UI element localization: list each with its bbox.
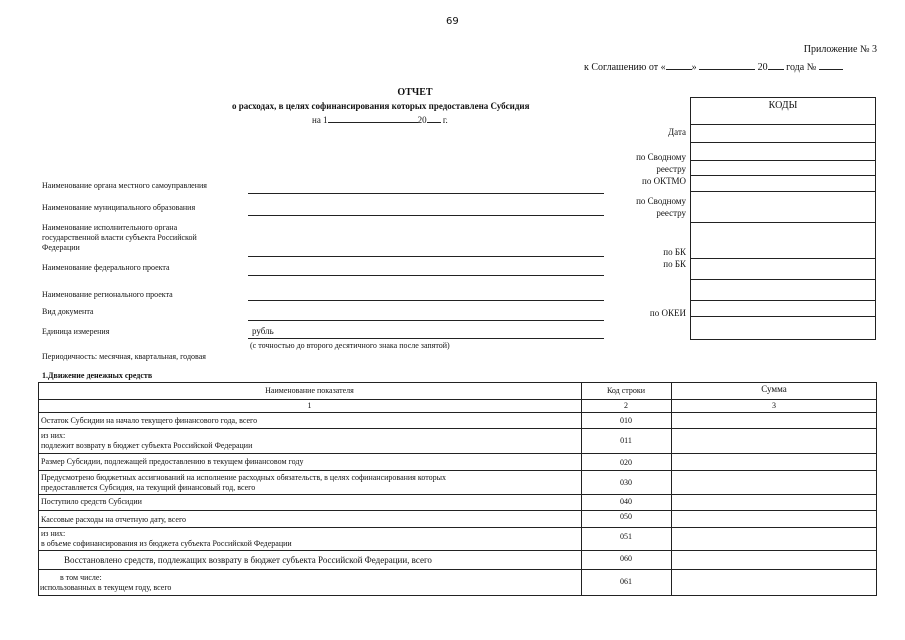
field-exec-body-label-1: Наименование исполнительного органа	[42, 223, 178, 232]
field-unit-label: Единица измерения	[42, 327, 110, 336]
blank-year	[768, 60, 784, 70]
field-doc-type-label: Вид документа	[42, 307, 94, 316]
label-okei: по ОКЕИ	[649, 308, 686, 318]
field-unit-value: рубль	[252, 326, 274, 336]
report-date-suffix: г.	[442, 115, 448, 125]
field-periodicity: Периодичность: месячная, квартальная, годовая	[42, 352, 206, 361]
agreement-suffix: года №	[786, 62, 817, 73]
report-date-prefix: на 1	[312, 115, 328, 125]
agreement-prefix: к Соглашению от «	[584, 62, 666, 73]
row-050-code: 050	[620, 512, 632, 521]
row-030-label-1: Предусмотрено бюджетных ассигнований на исполнение расходных обязательств, в целях софинансирования которых	[41, 473, 447, 482]
field-regional-project-label: Наименование регионального проекта	[42, 290, 173, 299]
codes-header: КОДЫ	[768, 100, 798, 111]
report-title: ОТЧЕТ	[397, 87, 433, 98]
row-061-label-1: в том числе:	[60, 573, 102, 582]
header-name: Наименование показателя	[265, 386, 354, 395]
report-date-line	[312, 113, 448, 126]
header-num-3: 3	[772, 401, 776, 410]
label-oktmo: по ОКТМО	[642, 176, 686, 186]
report-date-year: 20	[417, 115, 427, 125]
row-040-code: 040	[620, 497, 632, 506]
header-num-2: 2	[624, 401, 628, 410]
blank-report-year	[427, 113, 441, 123]
field-local-gov-label: Наименование органа местного самоуправления	[42, 181, 207, 190]
header-code: Код строки	[606, 386, 646, 395]
label-bk-2: по БК	[663, 259, 686, 269]
row-061-label-2: использованных в текущем году, всего	[40, 583, 172, 592]
appendix-title: Приложение № 3	[803, 44, 877, 55]
field-exec-body-label-3: Федерации	[42, 243, 80, 252]
agreement-year: 20	[757, 62, 768, 73]
row-011-label-1: из них:	[41, 431, 66, 440]
row-010-label: Остаток Субсидии на начало текущего финансового года, всего	[41, 416, 258, 425]
row-030-code: 030	[620, 478, 632, 487]
label-reestr-1: реестру	[656, 164, 686, 174]
row-020-code: 020	[620, 458, 632, 467]
agreement-mid: »	[691, 62, 697, 73]
row-011-code: 011	[620, 436, 632, 445]
label-date: Дата	[668, 127, 686, 137]
label-bk-1: по БК	[663, 247, 686, 257]
row-040-label: Поступило средств Субсидии	[41, 497, 142, 506]
blank-report-date	[328, 113, 418, 123]
label-reestr-2: реестру	[656, 208, 686, 218]
header-sum: Сумма	[761, 384, 787, 394]
header-num-1: 1	[307, 401, 312, 410]
codes-box	[690, 97, 876, 340]
label-svod-1: по Сводному	[636, 152, 686, 162]
row-010-code: 010	[620, 416, 632, 425]
blank-month	[699, 60, 755, 70]
section1-title: 1.Движение денежных средств	[42, 371, 153, 380]
report-subtitle: о расходах, в целях софинансирования которых предоставлена Субсидия	[232, 101, 530, 111]
field-exec-body-label-2: государственной власти субъекта Российской	[42, 233, 197, 242]
row-061-code: 061	[620, 577, 632, 586]
row-050-label: Кассовые расходы на отчетную дату, всего	[41, 515, 187, 524]
row-011-label-2: подлежит возврату в бюджет субъекта Российской Федерации	[41, 441, 253, 450]
label-svod-2: по Сводному	[636, 196, 686, 206]
row-030-label-2: предоставляется Субсидия, на текущий финансовый год, всего	[41, 483, 256, 492]
blank-number	[819, 60, 843, 70]
field-federal-project-label: Наименование федерального проекта	[42, 263, 170, 272]
agreement-line	[584, 60, 843, 74]
row-051-label-2: в объеме софинансирования из бюджета субъекта Российской Федерации	[41, 539, 292, 548]
row-060-code: 060	[620, 554, 632, 563]
field-municipality-label: Наименование муниципального образования	[42, 203, 196, 212]
row-060-label: Восстановлено средств, подлежащих возврату в бюджет субъекта Российской Федерации, всего	[64, 555, 432, 565]
page-number: 69	[446, 16, 459, 27]
row-020-label: Размер Субсидии, подлежащей предоставлению в текущем финансовом году	[41, 457, 304, 466]
field-unit-note: (с точностью до второго десятичного знака после запятой)	[250, 341, 450, 350]
row-051-label-1: из них:	[41, 529, 66, 538]
row-051-code: 051	[620, 532, 632, 541]
blank-day	[666, 60, 692, 70]
